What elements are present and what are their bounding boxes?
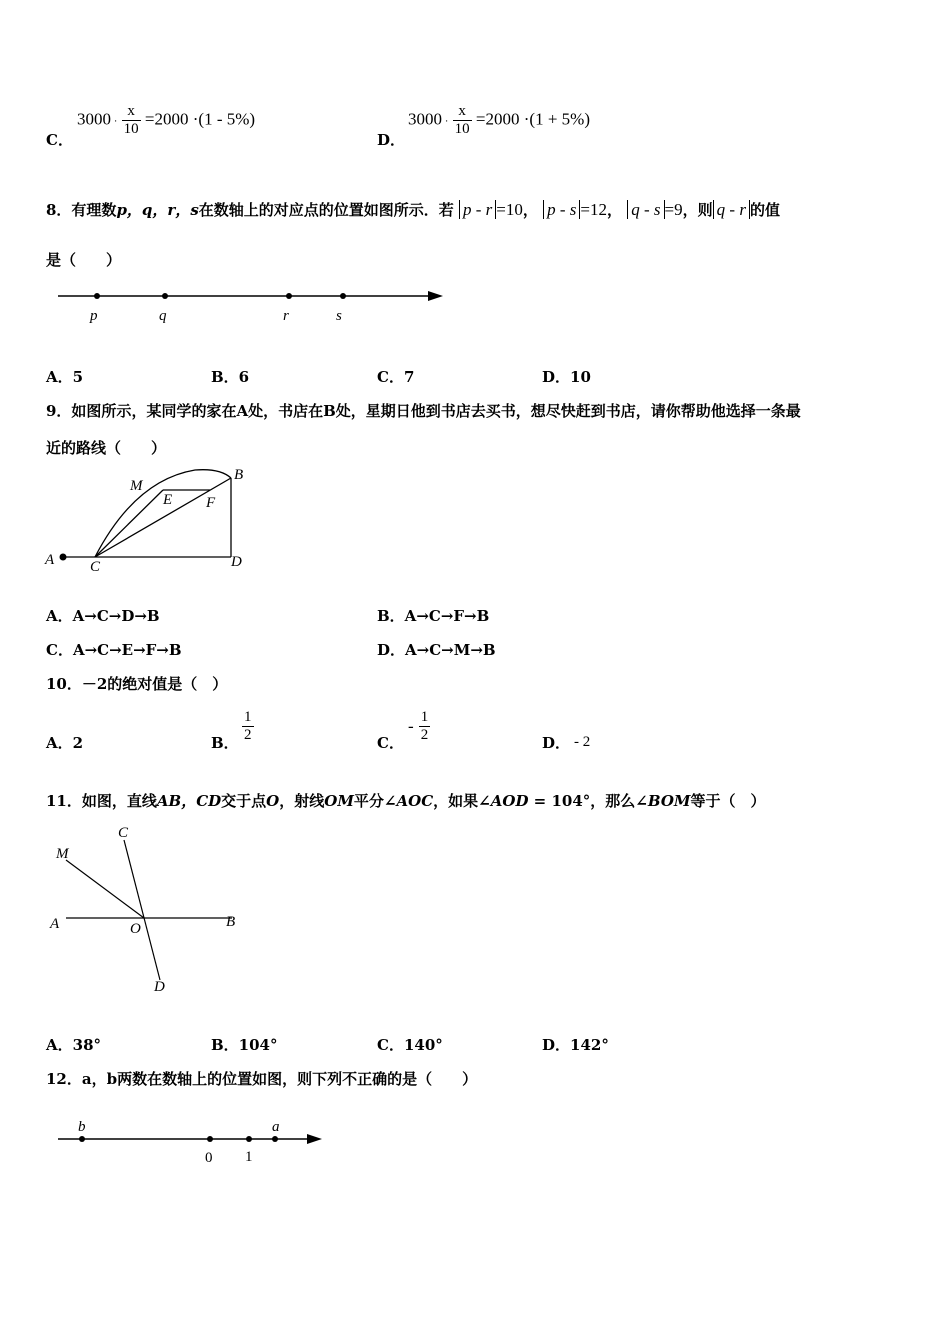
q12-label-b: b: [78, 1119, 86, 1135]
q9-label-f: F: [206, 495, 216, 511]
q9-label-a: A: [45, 552, 55, 568]
q8-option-c: C．7: [377, 368, 415, 386]
q11-label-c: C: [118, 825, 129, 841]
q8-abs-p-s: p - s: [543, 200, 580, 219]
q11-ray-om: [66, 860, 144, 918]
q8-number-line: [50, 282, 450, 328]
q8-point-r: [286, 293, 292, 299]
q7-option-d-label: D．: [377, 131, 406, 149]
q8-label-r: r: [283, 308, 289, 324]
q7-option-c-label: C．: [46, 131, 73, 149]
q12-axis-arrow: [307, 1134, 322, 1144]
q8-abs-q-r: q - r: [713, 200, 750, 219]
q8-point-q: [162, 293, 168, 299]
q8-axis-arrow: [428, 291, 443, 301]
q8-label-p: p: [90, 308, 98, 324]
q11-label-o: O: [130, 921, 141, 937]
q10-stem: 10．－2的绝对值是（ ）: [46, 675, 228, 693]
q10-option-b-label: B．: [211, 734, 239, 752]
q7-d-right: =2000 ·(1 + 5%): [475, 109, 590, 129]
q10-option-c-label: C．: [377, 734, 404, 752]
q11-line-cd: [124, 840, 160, 980]
q12-stem: 12．a，b两数在数轴上的位置如图，则下列不正确的是（ ）: [46, 1070, 478, 1088]
q8-stem-cont: 是（ ）: [46, 251, 122, 269]
q9-stem: 9．如图所示，某同学的家在A处，书店在B处，星期日他到书店去买书，想尽快赶到书店，请你帮助他选择一条最: [46, 402, 801, 420]
q12-point-1: [246, 1136, 252, 1142]
q10-option-a: A．2: [46, 734, 84, 752]
q10-option-c-fraction: - $\frac{1}{2}$: [408, 709, 429, 743]
q10-option-b-fraction: $\frac{1}{2}$: [244, 709, 252, 743]
q8-label-q: q: [159, 308, 167, 324]
q7-option-c-formula: 3000 · $\frac{x}{10}$ =2000 ·(1 - 5%): [77, 103, 256, 137]
q7-c-left: 3000: [77, 109, 111, 129]
q12-point-a: [272, 1136, 278, 1142]
q9-label-e: E: [163, 492, 173, 508]
q11-option-c: C．140°: [377, 1036, 443, 1054]
q7-c-right: =2000 ·(1 - 5%): [144, 109, 256, 129]
q9-option-c: C．A→C→E→F→B: [46, 641, 182, 659]
q12-label-0: 0: [205, 1150, 213, 1166]
q11-label-d: D: [154, 979, 165, 995]
q11-option-a: A．38°: [46, 1036, 102, 1054]
q9-label-m: M: [130, 478, 143, 494]
q9-option-b: B．A→C→F→B: [377, 607, 490, 625]
q8-abs-q-s: q - s: [627, 200, 664, 219]
q9-label-c: C: [90, 559, 101, 575]
q8-label-s: s: [336, 308, 342, 324]
q11-option-d: D．142°: [542, 1036, 609, 1054]
q8-stem: 8．有理数p，q，r，s在数轴上的对应点的位置如图所示．若 p - r =10， p - s =12， q - s =9，则 q - r 的值: [46, 200, 780, 219]
q8-point-p: [94, 293, 100, 299]
q9-label-b: B: [234, 467, 244, 483]
q9-option-a: A．A→C→D→B: [46, 607, 160, 625]
q11-label-b: B: [226, 914, 236, 930]
q8-point-s: [340, 293, 346, 299]
q7-option-d-formula: 3000 · $\frac{x}{10}$ =2000 ·(1 + 5%): [408, 103, 590, 137]
q12-label-a: a: [272, 1119, 280, 1135]
q8-option-b: B．6: [211, 368, 250, 386]
q12-number-line: [50, 1115, 330, 1167]
q7-c-fraction: $\frac{x}{10}$: [123, 103, 139, 137]
q12-point-b: [79, 1136, 85, 1142]
q9-stem-cont: 近的路线（ ）: [46, 439, 167, 457]
q11-label-m: M: [56, 846, 69, 862]
q8-abs-p-r: p - r: [459, 200, 496, 219]
q11-stem: 11．如图，直线AB，CD交于点O，射线OM平分∠AOC，如果∠AOD = 104°，那么∠BOM等于（ ）: [46, 792, 766, 810]
q8-option-a: A．5: [46, 368, 84, 386]
q11-angle-diagram: [40, 820, 260, 1000]
q8-option-d: D．10: [542, 368, 591, 386]
q10-option-d-label: D．: [542, 734, 571, 752]
q7-d-left: 3000: [408, 109, 442, 129]
q10-option-d-value: - 2: [574, 734, 591, 750]
q9-option-d: D．A→C→M→B: [377, 641, 496, 659]
q9-arc-cmb: [95, 470, 231, 557]
q9-label-d: D: [231, 554, 242, 570]
q9-route-diagram: [40, 460, 260, 580]
q11-option-b: B．104°: [211, 1036, 278, 1054]
q7-d-fraction: $\frac{x}{10}$: [454, 103, 470, 137]
q12-point-0: [207, 1136, 213, 1142]
q11-label-a: A: [50, 916, 60, 932]
q9-point-a: [60, 554, 67, 561]
q12-label-1: 1: [245, 1149, 253, 1165]
